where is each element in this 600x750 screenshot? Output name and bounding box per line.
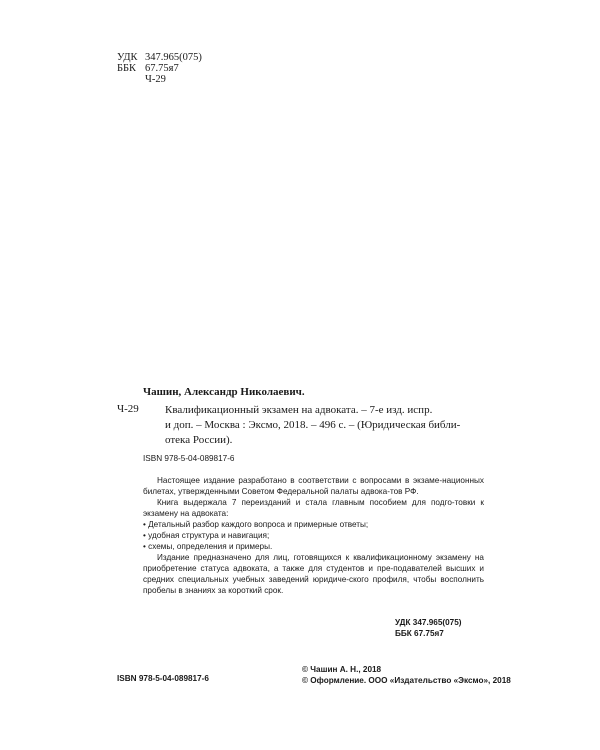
title-line: Квалификационный экзамен на адвоката. – 7-е изд. испр.: [165, 404, 433, 416]
bibliographic-description: [165, 403, 484, 448]
cutter-code-top: Ч-29: [145, 74, 166, 85]
udk-row: [117, 52, 202, 63]
annotation-paragraph: Книга выдержала 7 переизданий и стала главным пособием для подго-товки к экзамену на адвоката:: [143, 498, 484, 518]
author-heading: Чашин, Александр Николаевич.: [143, 386, 305, 398]
copyright-notices: [302, 664, 511, 686]
isbn-footer: ISBN 978-5-04-089817-6: [117, 674, 209, 683]
annotation-paragraph: Настоящее издание разработано в соответствии с вопросами в экзаме-национных билетах, утвержденными Советом Федеральной палаты адвока-тов РФ.: [143, 476, 484, 496]
annotation: [143, 475, 484, 596]
classification-codes-bottom: [395, 617, 462, 639]
bullet-item: • Детальный разбор каждого вопроса и примерные ответы;: [143, 520, 369, 529]
cutter-code-side: Ч-29: [117, 403, 139, 415]
isbn-inline: ISBN 978-5-04-089817-6: [143, 454, 235, 463]
copyright-author: © Чашин А. Н., 2018: [302, 665, 382, 674]
bbk-row: [117, 63, 202, 74]
udk-label: УДК: [117, 52, 138, 63]
udk-value: 347.965(075): [145, 52, 202, 63]
bullet-item: • схемы, определения и примеры.: [143, 542, 273, 551]
bbk-value: 67.75я7: [145, 63, 179, 74]
copyright-publisher: © Оформление. ООО «Издательство «Эксмо», 2018: [302, 676, 511, 685]
bullet-item: • удобная структура и навигация;: [143, 531, 270, 540]
title-line: и доп. – Москва : Эксмо, 2018. – 496 с. – (Юридическая библи-: [165, 419, 461, 431]
bbk-bottom: ББК 67.75я7: [395, 629, 444, 638]
udk-bottom: УДК 347.965(075): [395, 618, 462, 627]
annotation-closing: Издание предназначено для лиц, готовящихся к квалификационному экзамену на приобретение статуса адвоката, а также для студентов и пре-подавателей высших и средних специальных учебных заведений юридиче-ского профиля, чтобы восполнить пробелы в знаниях за короткий срок.: [143, 553, 484, 595]
title-line: отека России).: [165, 434, 233, 446]
classification-codes-top: [117, 52, 202, 85]
bbk-label: ББК: [117, 63, 137, 74]
